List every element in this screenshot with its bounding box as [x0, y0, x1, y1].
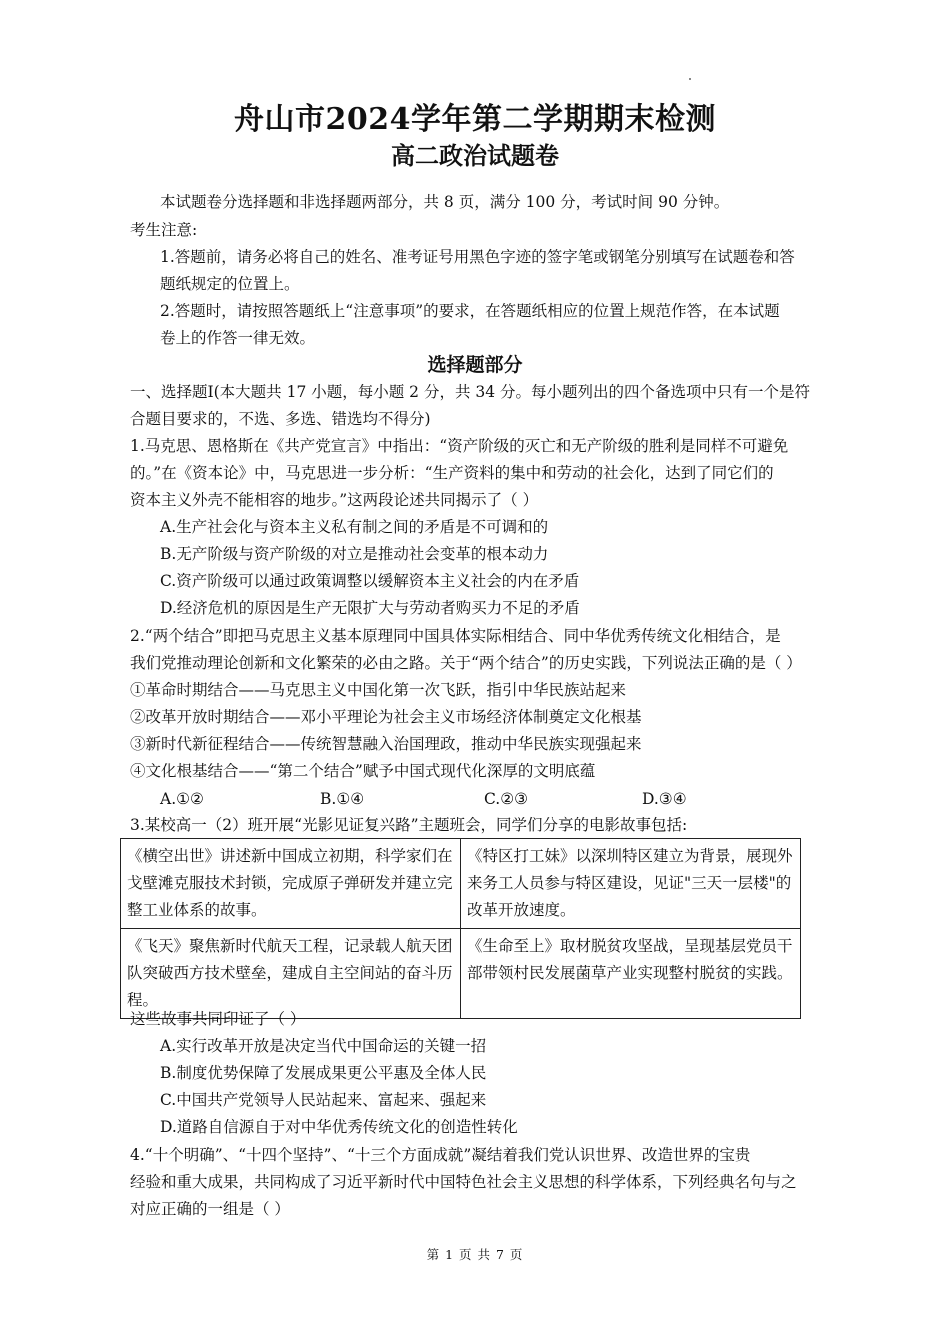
q2-statement-2: ②改革开放时期结合——邓小平理论为社会主义市场经济体制奠定文化根基 [130, 708, 642, 726]
page-footer: 第 1 页 共 7 页 [426, 1247, 524, 1262]
q2-statement-4: ④文化根基结合——“第二个结合”赋予中国式现代化深厚的文明底蕴 [130, 762, 596, 780]
table-row [121, 839, 801, 929]
exam-subtitle: 高二政治试题卷 [391, 141, 559, 170]
q2-option-d: D.③④ [642, 790, 687, 808]
table-cell: 《横空出世》讲述新中国成立初期，科学家们在戈壁滩克服技术封锁，完成原子弹研发并建立完整工业体系的故事。 [121, 839, 461, 929]
q2-statement-1: ①革命时期结合——马克思主义中国化第一次飞跃，指引中华民族站起来 [130, 681, 627, 699]
q2-statement-3: ③新时代新征程结合——传统智慧融入治国理政，推动中华民族实现强起来 [130, 735, 642, 753]
q1-option-c: C.资产阶级可以通过政策调整以缓解资本主义社会的内在矛盾 [160, 572, 580, 590]
table-cell: 《飞天》聚焦新时代航天工程，记录载人航天团队突破西方技术壁垒，建成自主空间站的奋斗历程。 [121, 929, 461, 1019]
q1-option-b: B.无产阶级与资产阶级的对立是推动社会变革的根本动力 [160, 545, 549, 563]
notice-2a: 2.答题时，请按照答题纸上“注意事项”的要求，在答题纸相应的位置上规范作答，在本试题 [160, 302, 780, 320]
q4-stem-2: 经验和重大成果，共同构成了习近平新时代中国特色社会主义思想的科学体系，下列经典名句与之 [130, 1173, 797, 1191]
q1-stem-1: 1.马克思、恩格斯在《共产党宣言》中指出：“资产阶级的灭亡和无产阶级的胜利是同样不可避免 [130, 437, 789, 455]
q2-stem-1: 2.“两个结合”即把马克思主义基本原理同中国具体实际相结合、同中华优秀传统文化相结合，是 [130, 627, 781, 645]
exam-title: 舟山市2024学年第二学期期末检测 [234, 102, 716, 137]
q4-stem-1: 4.“十个明确”、“十四个坚持”、“十三个方面成就”凝结着我们党认识世界、改造世界的宝贵 [130, 1146, 751, 1164]
table-cell: 《特区打工妹》以深圳特区建立为背景，展现外来务工人员参与特区建设，见证"三天一层楼"的改革开放速度。 [461, 839, 801, 929]
q1-option-d: D.经济危机的原因是生产无限扩大与劳动者购买力不足的矛盾 [160, 599, 580, 617]
q4-stem-3: 对应正确的一组是（ ） [130, 1200, 290, 1218]
q3-option-b: B.制度优势保障了发展成果更公平惠及全体人民 [160, 1064, 487, 1082]
q2-option-c: C.②③ [484, 790, 529, 808]
q3-question: 这些故事共同印证了（ ） [130, 1010, 306, 1028]
film-table [120, 838, 801, 1019]
q3-option-a: A.实行改革开放是决定当代中国命运的关键一招 [160, 1037, 487, 1055]
notice-1a: 1.答题前，请务必将自己的姓名、准考证号用黑色字迹的签字笔或钢笔分别填写在试题卷和答 [160, 248, 795, 266]
q1-stem-3: 资本主义外壳不能相容的地步。”这两段论述共同揭示了（ ） [130, 491, 539, 509]
section-title: 选择题部分 [427, 354, 523, 376]
scan-dot [689, 78, 691, 80]
notice-2b: 卷上的作答一律无效。 [160, 329, 316, 347]
table-cell: 《生命至上》取材脱贫攻坚战，呈现基层党员干部带领村民发展菌草产业实现整村脱贫的实践。 [461, 929, 801, 1019]
q1-option-a: A.生产社会化与资本主义私有制之间的矛盾是不可调和的 [160, 518, 549, 536]
q3-option-c: C.中国共产党领导人民站起来、富起来、强起来 [160, 1091, 487, 1109]
q1-stem-2: 的。”在《资本论》中，马克思进一步分析：“生产资料的集中和劳动的社会化，达到了同它们的 [130, 464, 774, 482]
q3-stem: 3.某校高一（2）班开展“光影见证复兴路”主题班会，同学们分享的电影故事包括: [130, 816, 688, 834]
q2-stem-2: 我们党推动理论创新和文化繁荣的必由之路。关于“两个结合”的历史实践，下列说法正确的是（ ） [130, 654, 802, 672]
notice-1b: 题纸规定的位置上。 [160, 275, 300, 293]
q3-option-d: D.道路自信源自于对中华优秀传统文化的创造性转化 [160, 1118, 518, 1136]
table-row [121, 929, 801, 1019]
q2-option-a: A.①② [160, 790, 204, 808]
part1-instructions-a: 一、选择题Ⅰ(本大题共 17 小题，每小题 2 分，共 34 分。每小题列出的四个备选项中只有一个是符 [130, 383, 811, 401]
q2-option-b: B.①④ [320, 790, 365, 808]
part1-instructions-b: 合题目要求的，不选、多选、错选均不得分) [130, 410, 431, 428]
intro-text: 本试题卷分选择题和非选择题两部分，共 8 页，满分 100 分，考试时间 90 分钟。 [160, 193, 730, 211]
notice-label: 考生注意: [130, 221, 198, 239]
